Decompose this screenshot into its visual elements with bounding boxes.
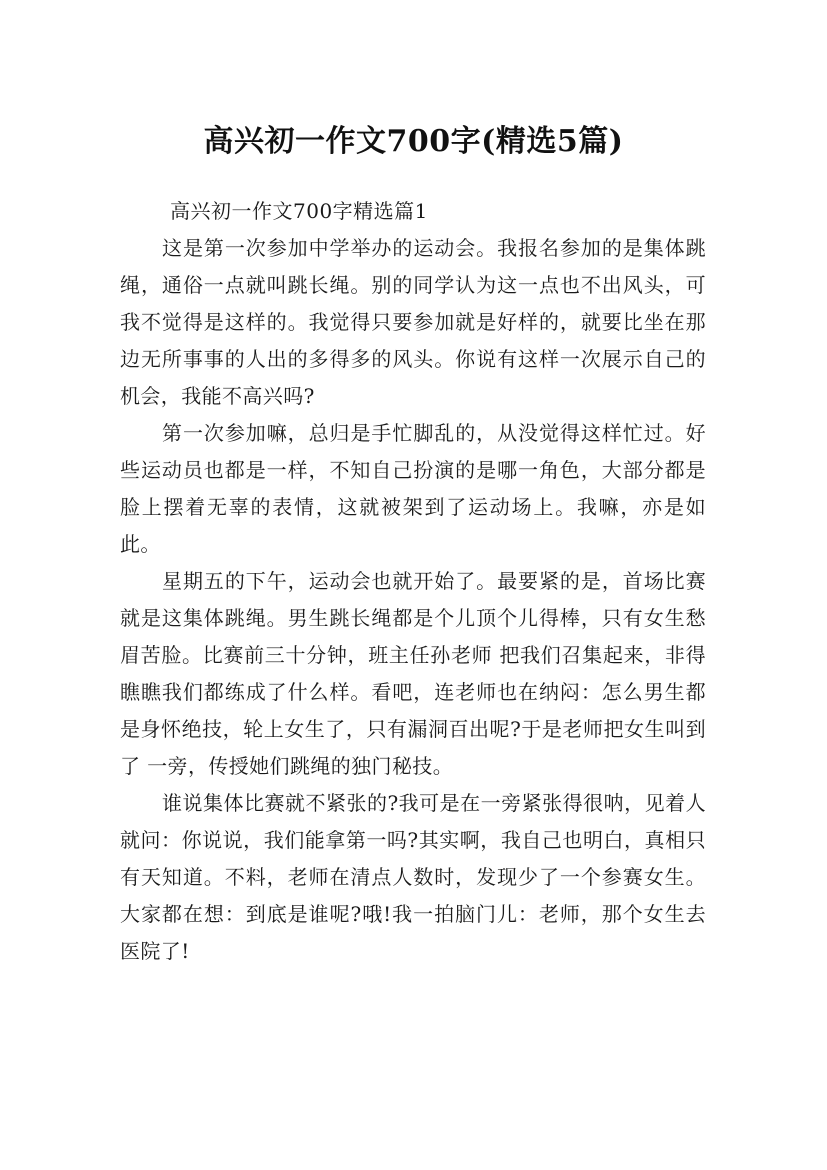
paragraph-2: 第一次参加嘛，总归是手忙脚乱的，从没觉得这样忙过。好些运动员也都是一样，不知自己扮演的是哪一角色，大部分都是脸上摆着无辜的表情，这就被架到了运动场上。我嘛，亦是如此。 xyxy=(120,421,706,556)
paragraph-3: 星期五的下午，运动会也就开始了。最要紧的是，首场比赛就是这集体跳绳。男生跳长绳都是个儿顶个儿得棒，只有女生愁眉苦脸。比赛前三十分钟，班主任孙老师 把我们召集起来，非得瞧瞧我们都练成了什么样。看吧，连老师也在纳闷：怎么男生都是身怀绝技，轮上女生了，只有漏洞百出呢?于是老师把女生叫到了 一旁，传授她们跳绳的独门秘技。 xyxy=(120,569,706,778)
paragraph-4: 谁说集体比赛就不紧张的?我可是在一旁紧张得很呐，见着人就问：你说说，我们能拿第一吗?其实啊，我自己也明白，真相只有天知道。不料，老师在清点人数时，发现少了一个参赛女生。大家都在想：到底是谁呢?哦!我一拍脑门儿：老师，那个女生去医院了! xyxy=(120,791,706,963)
section-subtitle: 高兴初一作文700字精选篇1 xyxy=(170,199,428,223)
paragraph-1: 这是第一次参加中学举办的运动会。我报名参加的是集体跳绳，通俗一点就叫跳长绳。别的同学认为这一点也不出风头，可我不觉得是这样的。我觉得只要参加就是好样的，就要比坐在那边无所事事的人出的多得多的风头。你说有这样一次展示自己的机会，我能不高兴吗? xyxy=(120,236,706,408)
document-title: 高兴初一作文700字(精选5篇) xyxy=(203,124,624,160)
document-body xyxy=(120,193,706,970)
